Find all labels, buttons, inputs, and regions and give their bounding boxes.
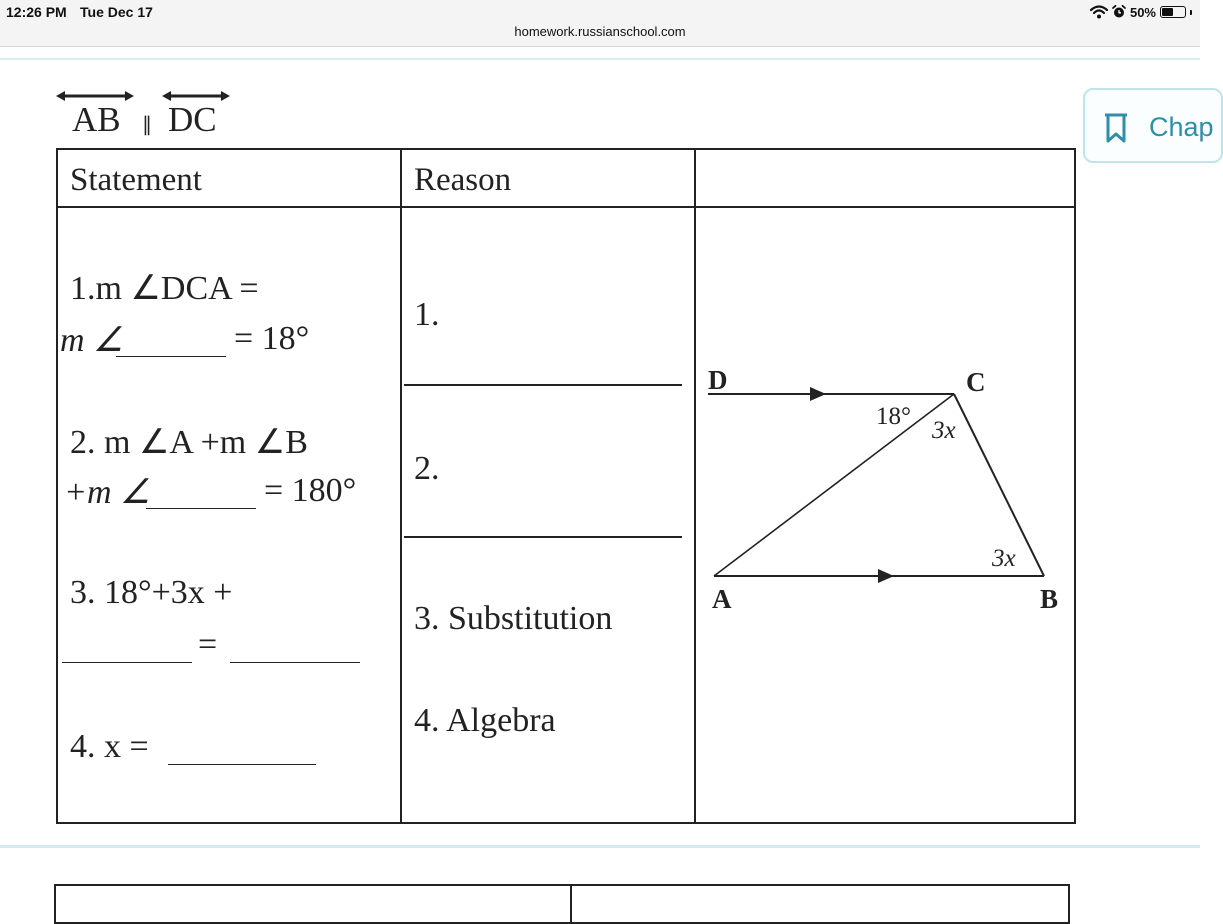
chapter-button-label: Chap bbox=[1149, 112, 1214, 142]
next-proof-table bbox=[54, 884, 1070, 924]
vertex-d-label: D bbox=[708, 365, 728, 395]
reason-1-label: 1. bbox=[414, 296, 440, 333]
reason-2-label: 2. bbox=[414, 450, 440, 487]
statement-1-blank-input[interactable] bbox=[116, 326, 226, 357]
statement-3-blank-input-left[interactable] bbox=[62, 632, 192, 663]
vertex-c-label: C bbox=[966, 367, 986, 397]
column-divider bbox=[570, 886, 572, 922]
reason-header: Reason bbox=[414, 162, 512, 198]
statement-4-label: 4. x = bbox=[70, 728, 149, 765]
angle-dca-label: 18° bbox=[876, 403, 911, 430]
statement-2-blank-input[interactable] bbox=[146, 478, 256, 509]
angle-acb-label: 3x bbox=[932, 417, 956, 444]
reason-3-label: 3. Substitution bbox=[414, 600, 613, 637]
content-bottom-divider bbox=[0, 845, 1200, 848]
status-indicators bbox=[1090, 3, 1192, 21]
trapezoid-figure bbox=[698, 350, 1074, 630]
battery-percent: 50% bbox=[1129, 4, 1156, 20]
bookmark-icon bbox=[1101, 112, 1131, 144]
url-bar[interactable]: homework.russianschool.com bbox=[514, 24, 686, 39]
status-time: 12:26 PM bbox=[6, 4, 67, 20]
content-top-divider bbox=[0, 58, 1200, 60]
proof-table bbox=[56, 148, 1076, 824]
statement-4-blank-input[interactable] bbox=[168, 734, 316, 765]
wifi-icon bbox=[1090, 5, 1108, 19]
statement-3-blank-input-right[interactable] bbox=[230, 632, 360, 663]
chapter-button[interactable] bbox=[1083, 88, 1223, 163]
vertex-b-label: B bbox=[1040, 584, 1059, 614]
alarm-icon bbox=[1112, 5, 1126, 19]
line-ab-label: AB bbox=[72, 100, 121, 139]
status-bar bbox=[0, 0, 1200, 47]
parallel-lines-heading bbox=[56, 88, 256, 140]
statement-header: Statement bbox=[70, 162, 202, 198]
battery-tip bbox=[1190, 10, 1192, 15]
reason-4-label: 4. Algebra bbox=[414, 702, 556, 739]
statement-2-line2-suffix: = 180° bbox=[264, 472, 357, 509]
column-divider bbox=[694, 150, 696, 822]
status-date: Tue Dec 17 bbox=[80, 4, 153, 20]
line-dc-label: DC bbox=[168, 100, 217, 139]
statement-3-equals: = bbox=[198, 626, 218, 663]
statement-2-line2-prefix: +m ∠ bbox=[64, 474, 151, 511]
statement-1-line1: 1.m ∠DCA = bbox=[70, 270, 259, 307]
angle-b-label: 3x bbox=[992, 545, 1016, 572]
column-divider bbox=[400, 150, 402, 822]
vertex-a-label: A bbox=[712, 584, 732, 614]
parallel-symbol: ∥ bbox=[142, 114, 152, 136]
statement-2-line1: 2. m ∠A +m ∠B bbox=[70, 424, 308, 461]
reason-1-blank-input[interactable] bbox=[404, 384, 682, 386]
reason-2-blank-input[interactable] bbox=[404, 536, 682, 538]
statement-3-line1: 3. 18°+3x + bbox=[70, 574, 233, 611]
battery-icon bbox=[1160, 6, 1186, 18]
header-divider bbox=[58, 206, 1074, 208]
statement-1-line2-prefix: m ∠ bbox=[60, 322, 124, 359]
statement-1-line2-suffix: = 18° bbox=[234, 320, 310, 357]
